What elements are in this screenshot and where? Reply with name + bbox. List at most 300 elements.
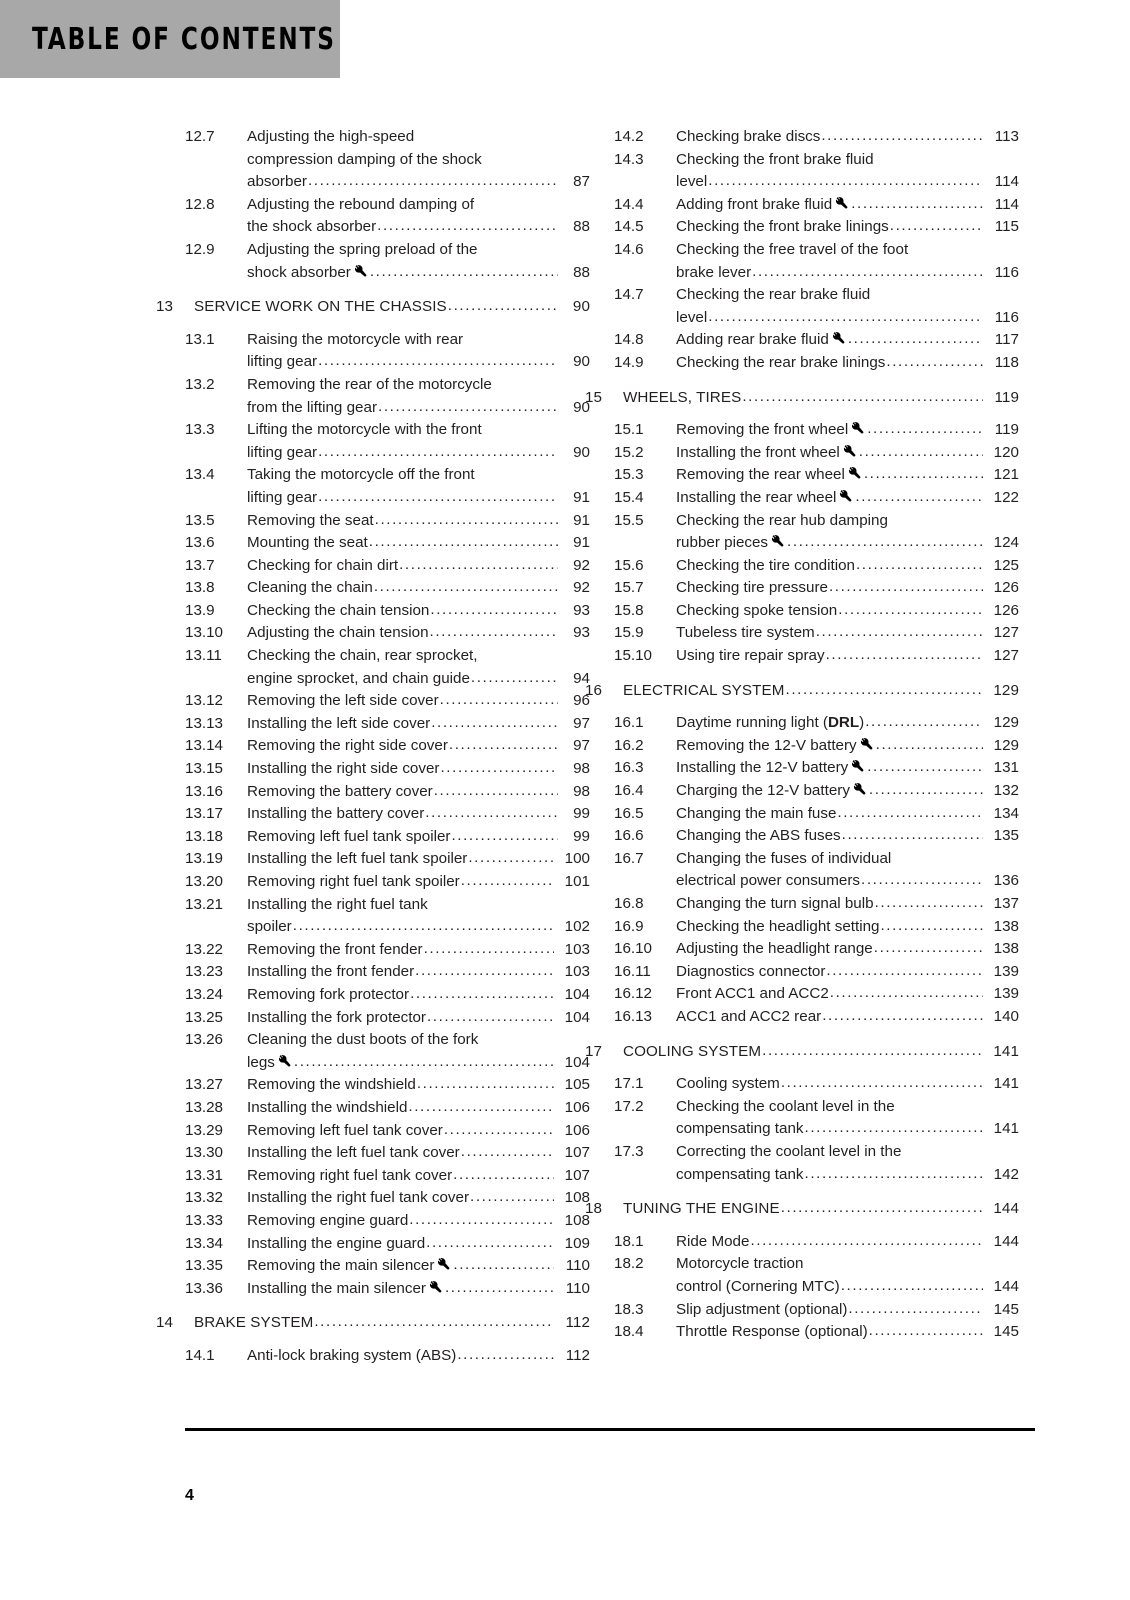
wrench-icon xyxy=(848,466,862,479)
toc-entry-body xyxy=(247,510,590,533)
toc-section-entry[interactable] xyxy=(614,712,1019,735)
toc-entry-line xyxy=(247,532,590,555)
toc-page-number: 129 xyxy=(993,714,1019,732)
toc-entry-number: 13.10 xyxy=(185,624,224,642)
toc-entry-body xyxy=(247,1142,590,1165)
toc-section-entry[interactable] xyxy=(185,803,590,826)
toc-entry-title: Front ACC1 and ACC2 xyxy=(676,985,829,1003)
toc-entry-body xyxy=(247,1007,590,1030)
toc-page-number: 116 xyxy=(994,308,1019,326)
toc-chapter-entry[interactable] xyxy=(585,387,1019,410)
toc-page-number: 115 xyxy=(994,218,1019,236)
toc-section-entry[interactable] xyxy=(185,600,590,623)
toc-section-entry[interactable] xyxy=(614,284,1019,329)
toc-entry-body xyxy=(676,1231,1019,1254)
toc-section-entry[interactable] xyxy=(614,216,1019,239)
toc-entry-number: 16.11 xyxy=(614,962,651,980)
toc-entry-body xyxy=(676,1299,1019,1322)
toc-entry-line xyxy=(247,803,590,826)
toc-section-entry[interactable] xyxy=(614,1141,1019,1186)
toc-page-number: 90 xyxy=(573,398,590,416)
toc-entry-title: compression damping of the shock xyxy=(247,150,482,168)
toc-page-number: 90 xyxy=(572,298,590,316)
toc-section-entry[interactable] xyxy=(185,1142,590,1165)
toc-entry-title: Adjusting the headlight range xyxy=(676,940,873,958)
toc-section-entry[interactable] xyxy=(185,871,590,894)
toc-entry-body xyxy=(247,735,590,758)
toc-entry-body xyxy=(676,284,1019,329)
toc-entry-body xyxy=(247,1255,590,1278)
toc-entry-line xyxy=(247,1052,590,1075)
toc-page-number: 134 xyxy=(993,804,1019,822)
toc-entry-body xyxy=(247,126,590,194)
toc-page-number: 135 xyxy=(993,827,1019,845)
toc-entry-title: brake lever xyxy=(676,263,752,281)
toc-entry-line xyxy=(676,938,1019,961)
toc-entry-line xyxy=(247,351,590,374)
toc-page-number: 132 xyxy=(993,782,1019,800)
toc-section-entry[interactable] xyxy=(185,1120,590,1143)
toc-entry-body xyxy=(247,329,590,374)
toc-entry-line xyxy=(676,194,1019,217)
toc-page-number: 144 xyxy=(993,1200,1019,1218)
toc-entry-line xyxy=(247,1255,590,1278)
toc-section-entry[interactable] xyxy=(614,1073,1019,1096)
toc-section-entry[interactable] xyxy=(614,735,1019,758)
dot-leader xyxy=(444,1119,554,1142)
dot-leader xyxy=(440,757,558,780)
toc-entry-line xyxy=(247,848,590,871)
toc-entry-body xyxy=(247,713,590,736)
toc-entry-body xyxy=(676,555,1019,578)
dot-leader xyxy=(377,215,558,238)
toc-entry-body xyxy=(247,645,590,690)
toc-section-entry[interactable] xyxy=(614,938,1019,961)
toc-entry-line xyxy=(676,645,1019,668)
dot-leader xyxy=(830,982,983,1005)
toc-section-entry[interactable] xyxy=(185,1345,590,1368)
toc-section-entry[interactable] xyxy=(614,803,1019,826)
toc-section-entry[interactable] xyxy=(185,622,590,645)
toc-page-number: 90 xyxy=(573,443,590,461)
toc-entry-body xyxy=(676,1321,1019,1344)
dot-leader xyxy=(453,1254,554,1277)
toc-page-number: 104 xyxy=(564,985,590,1003)
table-of-contents-header xyxy=(0,0,340,78)
toc-page-number: 124 xyxy=(993,534,1019,552)
toc-section-entry[interactable] xyxy=(185,1187,590,1210)
toc-entry-body xyxy=(676,916,1019,939)
toc-section-entry[interactable] xyxy=(185,419,590,464)
dot-leader xyxy=(448,295,558,318)
toc-section-entry[interactable] xyxy=(185,464,590,509)
toc-section-entry[interactable] xyxy=(185,939,590,962)
toc-entry-number: 18.3 xyxy=(614,1300,644,1318)
toc-entry-number: 15.3 xyxy=(614,466,644,484)
toc-section-entry[interactable] xyxy=(614,600,1019,623)
toc-entry-line xyxy=(247,984,590,1007)
toc-section-entry[interactable] xyxy=(185,1097,590,1120)
toc-section-entry[interactable] xyxy=(185,690,590,713)
toc-page-number: 127 xyxy=(993,647,1019,665)
dot-leader xyxy=(434,780,558,803)
toc-entry-number: 13.6 xyxy=(185,534,215,552)
toc-entry-title: the shock absorber xyxy=(247,218,377,236)
toc-section-entry[interactable] xyxy=(185,826,590,849)
toc-section-entry[interactable] xyxy=(614,510,1019,555)
toc-entry-title: Checking the chain tension xyxy=(247,601,430,619)
dot-leader xyxy=(409,1209,554,1232)
toc-entry-title: Removing the left side cover xyxy=(247,692,439,710)
toc-section-entry[interactable] xyxy=(614,848,1019,893)
toc-entry-body xyxy=(247,1074,590,1097)
toc-entry-number: 14.8 xyxy=(614,331,644,349)
dot-leader xyxy=(867,418,983,441)
toc-section-entry[interactable] xyxy=(614,239,1019,284)
toc-entry-title: Removing left fuel tank cover xyxy=(247,1121,443,1139)
toc-page-number: 141 xyxy=(993,1120,1019,1138)
toc-entry-title: lifting gear xyxy=(247,488,318,506)
toc-section-entry[interactable] xyxy=(185,510,590,533)
toc-entry-body xyxy=(623,1198,1019,1221)
toc-entry-number: 16.5 xyxy=(614,804,644,822)
toc-chapter-entry[interactable] xyxy=(585,1041,1019,1064)
toc-page-number: 102 xyxy=(564,918,590,936)
toc-page-number: 107 xyxy=(564,1166,590,1184)
toc-section-entry[interactable] xyxy=(614,780,1019,803)
toc-section-entry[interactable] xyxy=(185,645,590,690)
toc-section-entry[interactable] xyxy=(185,758,590,781)
toc-entry-line xyxy=(247,397,590,420)
toc-entry-body xyxy=(676,961,1019,984)
toc-section-entry[interactable] xyxy=(614,1096,1019,1141)
toc-entry-line xyxy=(247,510,590,533)
toc-entry-line xyxy=(247,126,590,149)
toc-entry-body xyxy=(247,871,590,894)
dot-leader xyxy=(445,1277,554,1300)
toc-entry-title: Adjusting the high-speed xyxy=(247,128,415,145)
toc-entry-title: compensating tank xyxy=(676,1165,804,1183)
wrench-icon xyxy=(832,331,846,344)
toc-entry-title: WHEELS, TIRES xyxy=(623,388,742,406)
toc-page-number: 97 xyxy=(573,714,590,732)
dot-leader xyxy=(826,644,983,667)
toc-entry-title: Cooling system xyxy=(676,1075,780,1093)
dot-leader xyxy=(461,870,554,893)
toc-section-entry[interactable] xyxy=(614,622,1019,645)
wrench-icon xyxy=(839,489,853,502)
toc-entry-number: 16.3 xyxy=(614,759,644,777)
toc-section-entry[interactable] xyxy=(185,329,590,374)
toc-entry-number: 12.8 xyxy=(185,195,215,213)
dot-leader xyxy=(781,1197,983,1220)
footer-divider xyxy=(185,1428,1035,1431)
toc-entry-title: Removing the windshield xyxy=(247,1076,416,1094)
toc-page-number: 97 xyxy=(573,737,590,755)
toc-entry-body xyxy=(676,1073,1019,1096)
toc-entry-title: Installing the left fuel tank spoiler xyxy=(247,850,468,868)
toc-entry-number: 13.26 xyxy=(185,1031,224,1049)
dot-leader xyxy=(859,441,983,464)
toc-section-entry[interactable] xyxy=(185,894,590,939)
toc-entry-line xyxy=(247,916,590,939)
toc-section-entry[interactable] xyxy=(614,893,1019,916)
toc-entry-number: 16.9 xyxy=(614,917,644,935)
toc-section-entry[interactable] xyxy=(614,194,1019,217)
toc-section-entry[interactable] xyxy=(614,1006,1019,1029)
toc-entry-line xyxy=(676,780,1019,803)
dot-leader xyxy=(851,193,983,216)
toc-section-entry[interactable] xyxy=(614,419,1019,442)
wrench-icon xyxy=(843,444,857,457)
toc-entry-title: Ride Mode xyxy=(676,1232,750,1250)
toc-entry-title: Slip adjustment (optional) xyxy=(676,1300,848,1318)
toc-entry-line xyxy=(247,645,590,668)
toc-entry-number: 15.10 xyxy=(614,647,653,665)
toc-section-entry[interactable] xyxy=(614,757,1019,780)
toc-entry-title: Installing the fork protector xyxy=(247,1008,426,1026)
toc-page-number: 127 xyxy=(993,624,1019,642)
toc-entry-number: 13.9 xyxy=(185,601,215,619)
toc-entry-body xyxy=(623,680,1019,703)
toc-page-number: 121 xyxy=(993,466,1019,484)
toc-entry-body xyxy=(247,848,590,871)
toc-section-entry[interactable] xyxy=(614,487,1019,510)
toc-entry-body xyxy=(247,803,590,826)
toc-page-number: 98 xyxy=(573,782,590,800)
toc-section-entry[interactable] xyxy=(614,464,1019,487)
toc-section-entry[interactable] xyxy=(614,352,1019,375)
toc-entry-body xyxy=(676,735,1019,758)
toc-page-number: 114 xyxy=(994,195,1019,213)
toc-entry-line xyxy=(247,216,590,239)
toc-page-number: 145 xyxy=(993,1323,1019,1341)
toc-section-entry[interactable] xyxy=(614,126,1019,149)
toc-entry-body xyxy=(676,216,1019,239)
toc-section-entry[interactable] xyxy=(185,984,590,1007)
toc-page-number: 104 xyxy=(564,1053,590,1071)
toc-page-number: 103 xyxy=(564,940,590,958)
toc-page-number: 91 xyxy=(573,488,590,506)
toc-entry-number: 13.32 xyxy=(185,1189,224,1207)
toc-entry-number: 13.1 xyxy=(185,330,215,348)
toc-section-entry[interactable] xyxy=(185,577,590,600)
toc-chapter-entry[interactable] xyxy=(156,296,590,319)
dot-leader xyxy=(370,261,558,284)
toc-entry-body xyxy=(247,781,590,804)
toc-section-entry[interactable] xyxy=(185,374,590,419)
toc-entry-body xyxy=(676,577,1019,600)
dot-leader xyxy=(369,531,558,554)
toc-entry-line xyxy=(676,622,1019,645)
toc-section-entry[interactable] xyxy=(614,983,1019,1006)
toc-entry-number: 18.4 xyxy=(614,1323,644,1341)
toc-entry-title: Installing the main silencer xyxy=(247,1279,426,1297)
toc-entry-number: 18.2 xyxy=(614,1255,644,1273)
toc-section-entry[interactable] xyxy=(614,916,1019,939)
toc-section-entry[interactable] xyxy=(614,555,1019,578)
dot-leader xyxy=(318,486,558,509)
toc-page-number: 129 xyxy=(993,681,1019,699)
toc-entry-body xyxy=(247,577,590,600)
toc-entry-line xyxy=(676,1141,1019,1164)
dot-leader xyxy=(440,689,558,712)
toc-entry-line xyxy=(247,871,590,894)
toc-column-left xyxy=(156,126,590,1367)
toc-entry-number: 13.5 xyxy=(185,511,215,529)
toc-entry-body xyxy=(247,1165,590,1188)
toc-entry-title-emphasis: DRL xyxy=(827,714,860,732)
dot-leader xyxy=(318,441,558,464)
toc-entry-title: TUNING THE ENGINE xyxy=(623,1200,780,1218)
toc-section-entry[interactable] xyxy=(614,1253,1019,1298)
toc-entry-line xyxy=(676,487,1019,510)
toc-entry-title-suffix: ) xyxy=(859,714,865,732)
toc-entry-number: 13.4 xyxy=(185,466,215,484)
toc-section-entry[interactable] xyxy=(614,1231,1019,1254)
toc-entry-line xyxy=(247,1029,590,1052)
toc-chapter-entry[interactable] xyxy=(156,1312,590,1335)
toc-entry-line xyxy=(676,1276,1019,1299)
toc-entry-title: Installing the 12-V battery xyxy=(676,759,849,777)
toc-section-entry[interactable] xyxy=(185,194,590,239)
wrench-icon xyxy=(278,1054,292,1067)
dot-leader xyxy=(293,915,554,938)
toc-entry-title: Throttle Response (optional) xyxy=(676,1323,868,1341)
toc-entry-line xyxy=(247,939,590,962)
toc-entry-line xyxy=(247,442,590,465)
toc-page-number: 141 xyxy=(993,1042,1019,1060)
toc-entry-line xyxy=(247,1007,590,1030)
toc-entry-title: Charging the 12-V battery xyxy=(676,782,850,800)
toc-section-entry[interactable] xyxy=(185,555,590,578)
dot-leader xyxy=(826,960,983,983)
toc-chapter-entry[interactable] xyxy=(585,680,1019,703)
toc-page-number: 108 xyxy=(564,1211,590,1229)
toc-entry-title: COOLING SYSTEM xyxy=(623,1042,762,1060)
toc-section-entry[interactable] xyxy=(185,735,590,758)
dot-leader xyxy=(468,847,554,870)
toc-section-entry[interactable] xyxy=(185,239,590,284)
toc-section-entry[interactable] xyxy=(185,1278,590,1301)
toc-section-entry[interactable] xyxy=(614,329,1019,352)
toc-page-number: 91 xyxy=(573,511,590,529)
toc-entry-number: 13.17 xyxy=(185,805,224,823)
toc-section-entry[interactable] xyxy=(614,442,1019,465)
toc-entry-title: Removing right fuel tank cover xyxy=(247,1166,453,1184)
dot-leader xyxy=(410,983,554,1006)
toc-page-number: 93 xyxy=(573,601,590,619)
dot-leader xyxy=(874,937,983,960)
dot-leader xyxy=(378,396,558,419)
toc-section-entry[interactable] xyxy=(614,825,1019,848)
toc-section-entry[interactable] xyxy=(185,126,590,194)
toc-section-entry[interactable] xyxy=(185,713,590,736)
dot-leader xyxy=(471,667,558,690)
toc-section-entry[interactable] xyxy=(614,1299,1019,1322)
toc-section-entry[interactable] xyxy=(185,1074,590,1097)
toc-entry-number: 13.20 xyxy=(185,873,224,890)
dot-leader xyxy=(314,1311,554,1334)
toc-entry-body xyxy=(247,690,590,713)
toc-entry-title: Checking the rear brake fluid xyxy=(676,286,871,304)
toc-entry-body xyxy=(247,894,590,939)
toc-entry-title: absorber xyxy=(247,173,307,191)
toc-entry-number: 13.34 xyxy=(185,1234,224,1252)
toc-entry-line xyxy=(247,668,590,691)
toc-chapter-entry[interactable] xyxy=(585,1198,1019,1221)
toc-section-entry[interactable] xyxy=(185,848,590,871)
toc-section-entry[interactable] xyxy=(614,1321,1019,1344)
wrench-icon xyxy=(429,1280,443,1293)
toc-page-number: 93 xyxy=(573,624,590,642)
toc-entry-title: Motorcycle traction xyxy=(676,1255,804,1273)
toc-section-entry[interactable] xyxy=(614,577,1019,600)
toc-entry-number: 15.9 xyxy=(614,624,644,642)
toc-section-entry[interactable] xyxy=(185,1007,590,1030)
toc-page-number: 142 xyxy=(993,1165,1019,1183)
toc-entry-title: Removing fork protector xyxy=(247,985,410,1003)
toc-page-number: 122 xyxy=(993,488,1019,506)
toc-entry-number: 13.15 xyxy=(185,760,224,778)
toc-entry-title: legs xyxy=(247,1053,275,1071)
toc-entry-body xyxy=(247,555,590,578)
toc-section-entry[interactable] xyxy=(185,1029,590,1074)
toc-entry-number: 13.2 xyxy=(185,375,215,393)
dot-leader xyxy=(431,712,558,735)
toc-entry-line xyxy=(676,171,1019,194)
toc-section-entry[interactable] xyxy=(614,645,1019,668)
toc-section-entry[interactable] xyxy=(185,961,590,984)
dot-leader xyxy=(838,599,983,622)
dot-leader xyxy=(752,261,983,284)
toc-section-entry[interactable] xyxy=(185,532,590,555)
toc-page-number: 91 xyxy=(573,534,590,552)
toc-page-number: 110 xyxy=(565,1279,590,1297)
toc-page-number: 139 xyxy=(993,962,1019,980)
toc-section-entry[interactable] xyxy=(614,149,1019,194)
toc-entry-body xyxy=(676,352,1019,375)
toc-section-entry[interactable] xyxy=(185,781,590,804)
dot-leader xyxy=(425,802,558,825)
dot-leader xyxy=(864,463,983,486)
toc-section-entry[interactable] xyxy=(614,961,1019,984)
toc-page-number: 106 xyxy=(564,1098,590,1116)
toc-entry-body xyxy=(247,419,590,464)
toc-entry-number: 17 xyxy=(585,1042,602,1060)
toc-entry-line xyxy=(676,307,1019,330)
toc-entry-title: Daytime running light ( xyxy=(676,714,828,732)
toc-entry-body xyxy=(247,826,590,849)
toc-entry-title: Taking the motorcycle off the front xyxy=(247,466,475,484)
toc-entry-number: 15.8 xyxy=(614,601,644,619)
toc-section-entry[interactable] xyxy=(185,1233,590,1256)
toc-section-entry[interactable] xyxy=(185,1210,590,1233)
toc-entry-title: engine sprocket, and chain guide xyxy=(247,669,470,687)
toc-entry-line xyxy=(676,600,1019,623)
toc-entry-title: Checking the coolant level in the xyxy=(676,1097,895,1115)
toc-entry-number: 14.5 xyxy=(614,218,644,236)
toc-entry-line xyxy=(247,1278,590,1301)
toc-entry-body xyxy=(676,442,1019,465)
toc-entry-line xyxy=(676,352,1019,375)
toc-entry-title: Removing left fuel tank spoiler xyxy=(247,827,451,845)
toc-entry-title: Installing the rear wheel xyxy=(676,488,837,506)
toc-section-entry[interactable] xyxy=(185,1255,590,1278)
toc-entry-number: 15.2 xyxy=(614,443,644,461)
toc-section-entry[interactable] xyxy=(185,1165,590,1188)
toc-entry-number: 16.8 xyxy=(614,895,644,912)
